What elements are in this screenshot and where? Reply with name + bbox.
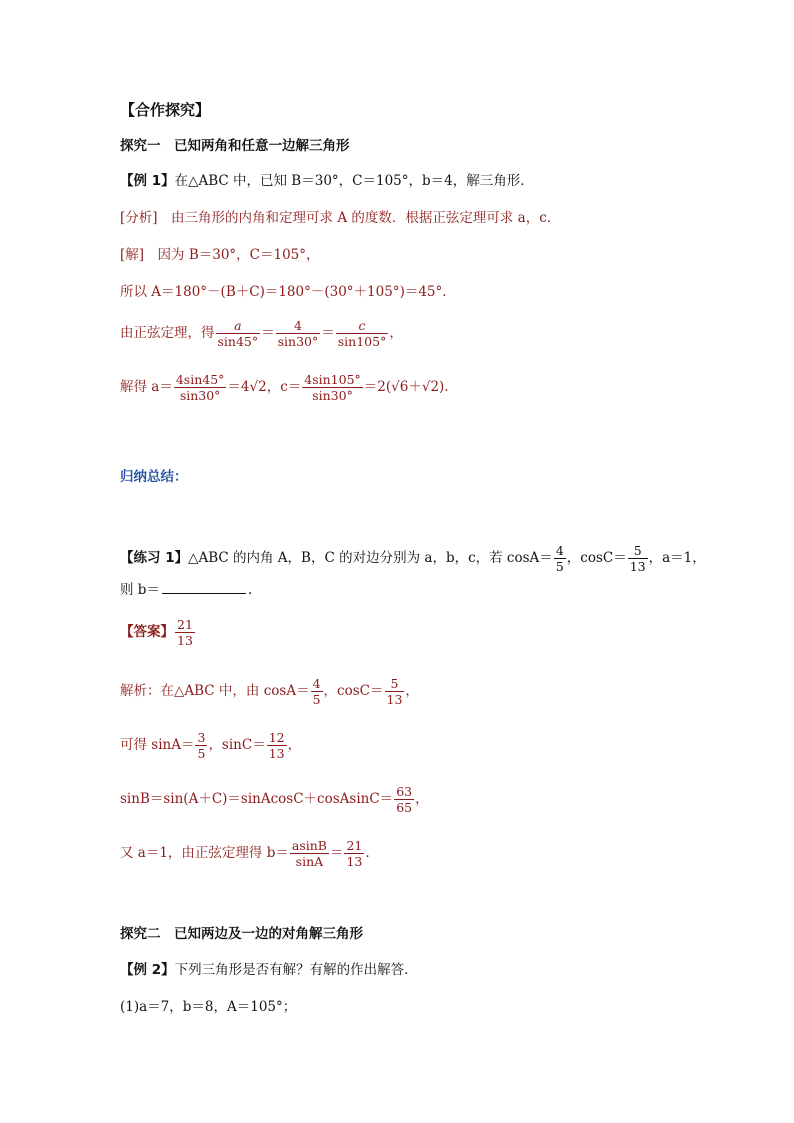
example1-solution-line2: 所以 A＝180°－(B＋C)＝180°－(30°＋105°)＝45°.	[120, 284, 447, 300]
fraction: $\frac{12}{13}$	[268, 730, 285, 761]
example1-solution-line1: [解] 因为 B＝30°，C＝105°，	[120, 247, 320, 263]
fraction: $\frac{c}{\sin 105^\circ}$	[337, 318, 387, 349]
practice1-line2: 则 b＝ .	[120, 579, 252, 599]
practice1-solution-line1: 解析：在△ABC 中，由 cosA＝ $\frac{4}{5}$ ，cosC＝ $\frac{5}{13}$ ，	[120, 676, 419, 707]
fraction: $\frac{4}{5}$	[555, 543, 564, 574]
answer-label: 【答案】	[120, 624, 174, 640]
summary-label: 归纳总结：	[120, 469, 188, 485]
sol3-prefix: 由正弦定理，得	[120, 325, 215, 341]
example2-question	[120, 961, 418, 979]
example1-solution-line4: 解得 a＝ $\frac{4\sin 45^\circ}{\sin 30^\circ}$ ＝4√2，c＝ $\frac{4\sin 105^\circ}{\sin 30^\circ}$ ＝2(√6＋√2).	[120, 372, 449, 403]
practice1-solution-line4: 又 a＝1，由正弦定理得 b＝ $\frac{asinB}{\sin A}$ ＝ $\frac{21}{13}$ .	[120, 838, 370, 869]
fraction: $\frac{4}{5}$	[312, 676, 321, 707]
fraction: $\frac{3}{5}$	[197, 730, 206, 761]
fraction: $\frac{4\sin 45^\circ}{\sin 30^\circ}$	[175, 372, 225, 403]
fraction: $\frac{4\sin 105^\circ}{\sin 30^\circ}$	[304, 372, 361, 403]
answer-blank	[162, 579, 246, 594]
practice1-answer	[120, 617, 196, 648]
explore1-title: 探究一 已知两角和任意一边解三角形	[120, 138, 350, 154]
example1-label: 【例 1】	[120, 173, 175, 189]
fraction: $\frac{asinB}{\sin A}$	[291, 838, 327, 869]
example2-text: 下列三角形是否有解？有解的作出解答．	[174, 962, 418, 978]
fraction: $\frac{4}{\sin 30^\circ}$	[277, 318, 319, 349]
practice1-question: 【练习 1】△ABC 的内角 A，B，C 的对边分别为 a，b，c，若 cosA＝ $\frac{4}{5}$ ，cosC＝ $\frac{5}{13}$ ，a＝1，	[120, 543, 706, 574]
example1-solution-line3: 由正弦定理，得 $\frac{a}{\sin 45^\circ}$ ＝ $\frac{4}{\sin 30^\circ}$ ＝ $\frac{c}{\sin 105^\circ}$ ，	[120, 318, 403, 349]
example1-analysis: [分析] 由三角形的内角和定理可求 A 的度数．根据正弦定理可求 a，c．	[120, 210, 561, 226]
fraction: $\frac{63}{65}$	[396, 784, 413, 815]
section-title: 【合作探究】	[120, 101, 211, 119]
example1-question	[120, 172, 534, 190]
example2-item1: (1)a＝7，b＝8，A＝105°；	[120, 999, 297, 1015]
fraction: $\frac{a}{\sin 45^\circ}$	[217, 318, 259, 349]
practice1-label: 【练习 1】	[120, 550, 189, 566]
example1-text: 在△ABC 中，已知 B＝30°，C＝105°，b＝4，解三角形．	[174, 173, 534, 189]
explore2-title: 探究二 已知两边及一边的对角解三角形	[120, 926, 363, 942]
example2-label: 【例 2】	[120, 962, 175, 978]
fraction: $\frac{5}{13}$	[629, 543, 646, 574]
answer-fraction: $\frac{21}{13}$	[177, 617, 193, 648]
practice1-solution-line3: sinB＝sin(A＋C)＝sinAcosC＋cosAsinC＝ $\frac{63}{65}$ ，	[120, 784, 429, 815]
fraction: $\frac{21}{13}$	[346, 838, 363, 869]
fraction: $\frac{5}{13}$	[386, 676, 403, 707]
practice1-solution-line2: 可得 sinA＝ $\frac{3}{5}$ ，sinC＝ $\frac{12}{13}$ ，	[120, 730, 302, 761]
